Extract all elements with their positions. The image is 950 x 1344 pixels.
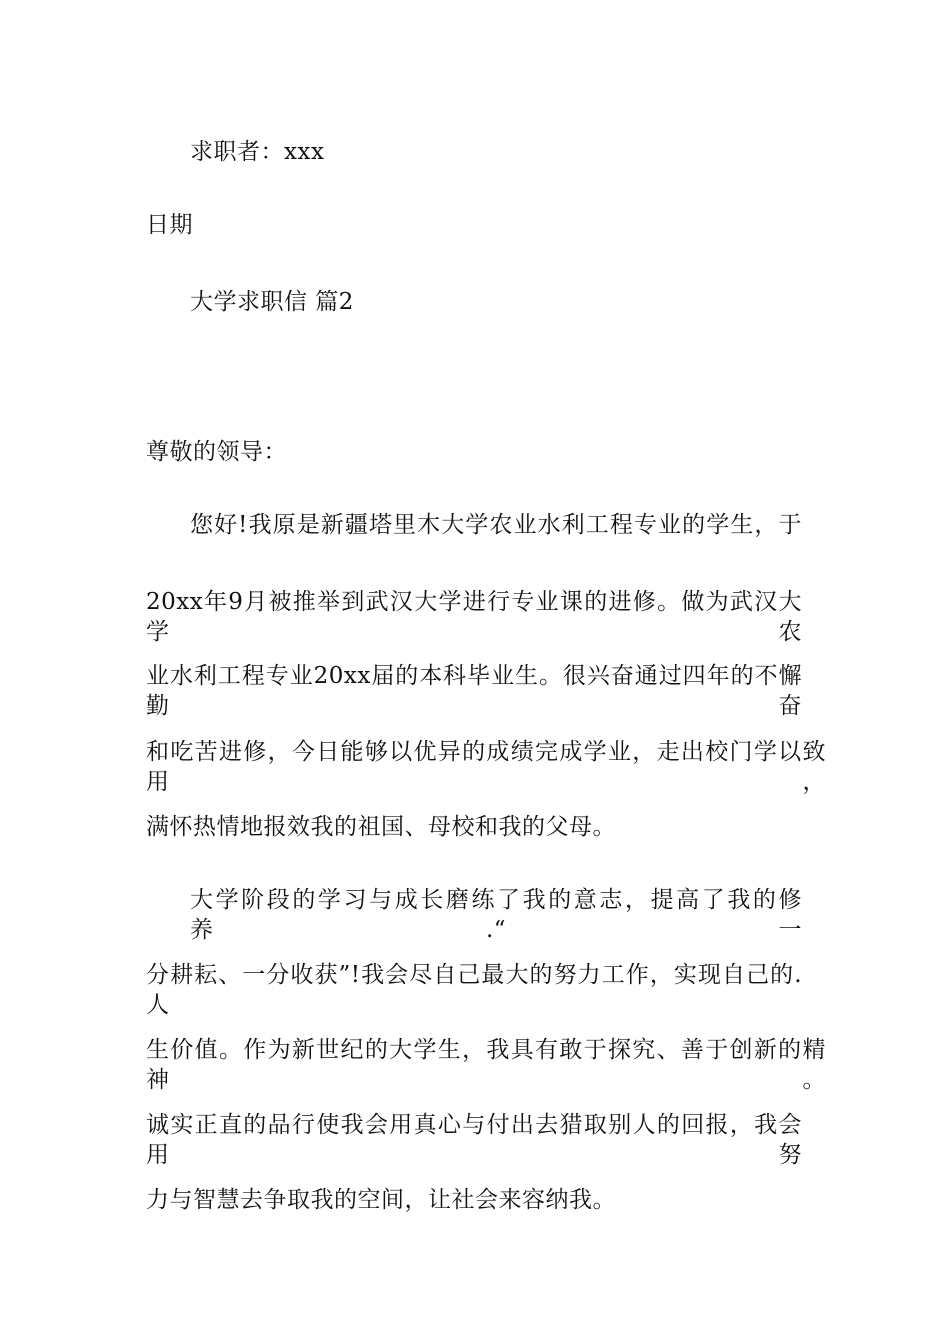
date-line: 日期 (146, 212, 193, 238)
section-title: 大学求职信 篇2 (190, 289, 354, 315)
paragraph1-line: 20xx年9月被推举到武汉大学进行专业课的进修。做为武汉大学农 (146, 589, 802, 645)
paragraph2-line: 诚实正直的品行使我会用真心与付出去猎取别人的回报，我会用努 (146, 1112, 802, 1168)
paragraph2-line: 分耕耘、一分收获”!我会尽自己最大的努力工作，实现自己的.人 (146, 962, 802, 1018)
paragraph2-line: 力与智慧去争取我的空间，让社会来容纳我。 (146, 1187, 616, 1213)
signature-line: 求职者：xxx (190, 139, 325, 165)
paragraph1-line: 业水利工程专业20xx届的本科毕业生。很兴奋通过四年的不懈勤奋 (146, 663, 802, 719)
paragraph1-line: 满怀热情地报效我的祖国、母校和我的父母。 (146, 814, 616, 840)
paragraph1-line: 和吃苦进修，今日能够以优异的成绩完成学业，走出校门学以致用， (146, 739, 826, 795)
salutation: 尊敬的领导： (146, 439, 287, 465)
paragraph2-line: 大学阶段的学习与成长磨练了我的意志，提高了我的修养.“一 (190, 887, 802, 943)
paragraph2-line: 生价值。作为新世纪的大学生，我具有敢于探究、善于创新的精神。 (146, 1037, 826, 1093)
paragraph1-line: 您好!我原是新疆塔里木大学农业水利工程专业的学生，于 (190, 512, 802, 538)
